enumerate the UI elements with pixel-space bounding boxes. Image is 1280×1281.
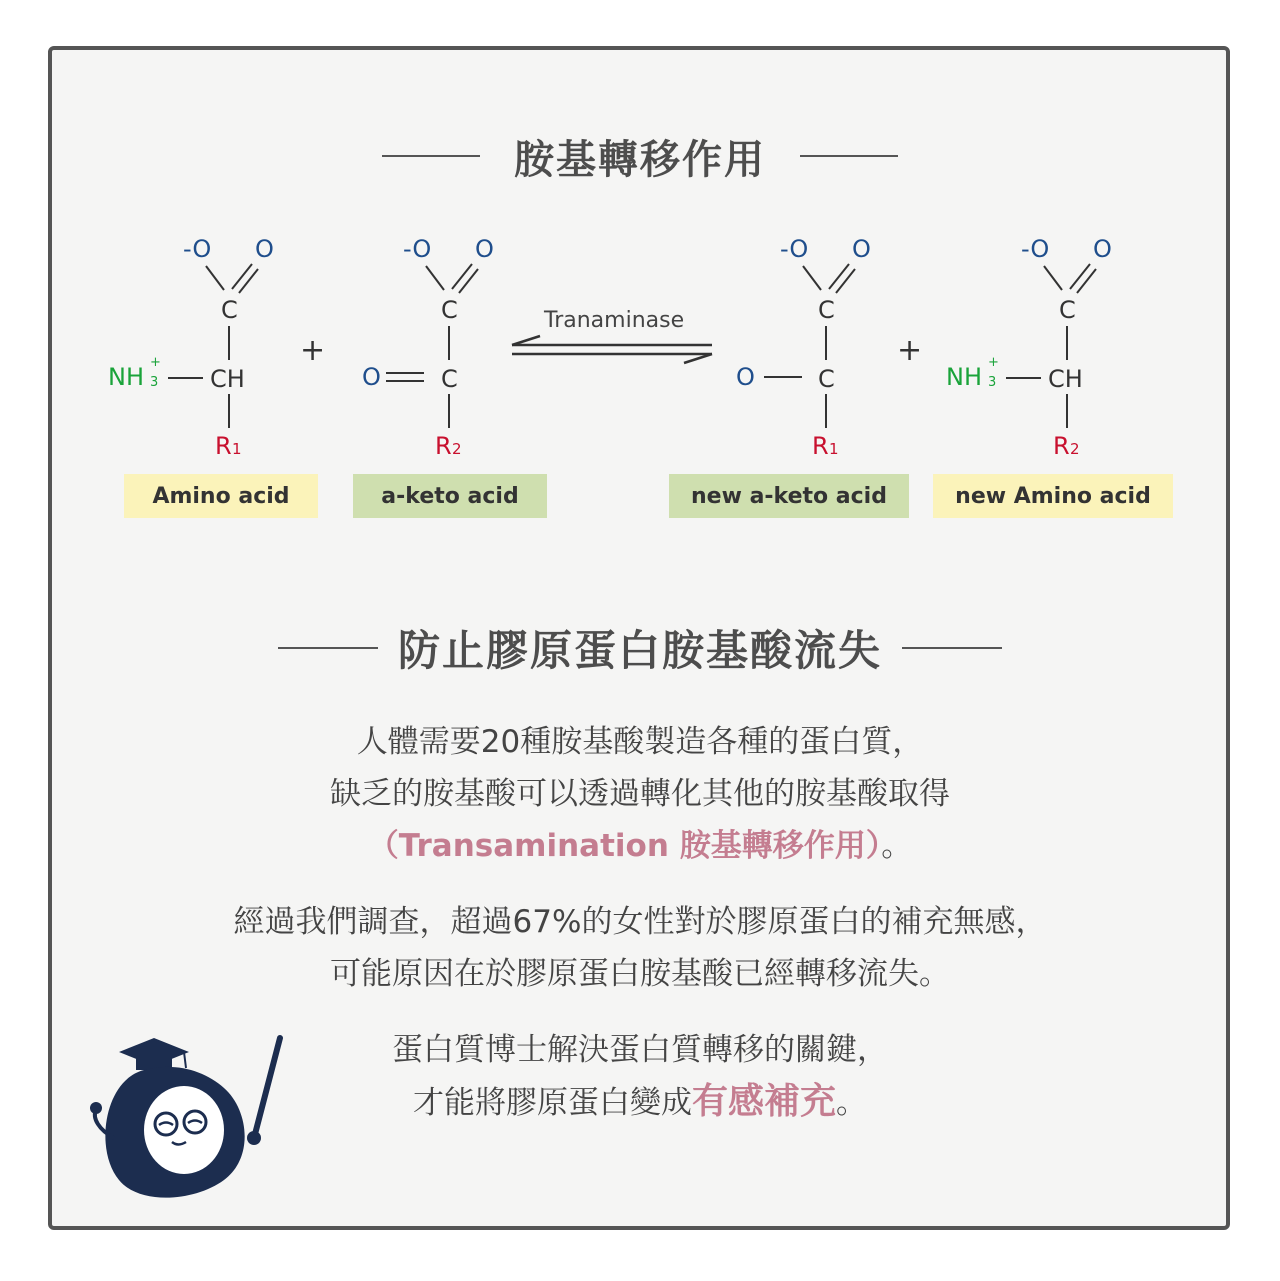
amine-nh3: NH [946,363,982,391]
keto-o: O [362,363,381,391]
title-rule-right [902,647,1002,649]
carboxylate-o-minus: -O [403,235,432,263]
r-group: R [812,432,829,460]
bond [426,266,444,290]
double-bond [232,264,252,289]
charge-plus: + [150,355,161,370]
transamination-highlight: （Transamination 胺基轉移作用） [367,828,882,864]
plus-sign: + [897,333,923,368]
label-keto-acid: a-keto acid [353,474,547,518]
paragraph-line: 經過我們調查，超過67%的女性對於膠原蛋白的補充無感， [233,904,1047,940]
title-rule-left [278,647,378,649]
forward-arrow-head [684,354,712,363]
r-group-sub: 1 [829,440,839,458]
paragraph-line: 缺乏的胺基酸可以透過轉化其他的胺基酸取得 [330,776,950,812]
bond [803,266,821,290]
plus-sign: + [300,333,326,368]
title-text: 防止膠原蛋白胺基酸流失 [397,626,882,675]
carbon-ch: CH [210,365,245,393]
transamination-reaction-diagram [0,0,1280,470]
double-bond [829,264,849,289]
title-text: 胺基轉移作用 [514,136,766,183]
paragraph-amino-acids [0,716,1280,872]
double-bond [239,269,258,293]
paragraph-line: 蛋白質博士解決蛋白質轉移的關鍵， [392,1032,888,1068]
paragraph-start: 才能將膠原蛋白變成 [412,1085,692,1121]
bond [206,266,224,290]
carbon-c: C [818,365,835,393]
molecule-amino-acid [108,235,274,460]
double-bond [1070,264,1090,289]
carbonyl-o: O [1093,235,1112,263]
carboxylate-o-minus: -O [183,235,212,263]
subscript-3: 3 [988,375,997,390]
carbon-c: C [221,296,238,324]
paragraph-line [0,820,1280,872]
keto-o: O [736,363,755,391]
double-bond [836,269,855,293]
paragraph-survey [0,896,1280,1000]
paragraph-line: 人體需要20種胺基酸製造各種的蛋白質， [356,724,924,760]
carbonyl-o: O [255,235,274,263]
r-group-sub: 2 [452,440,462,458]
charge-plus: + [988,355,999,370]
r-group-sub: 1 [232,440,242,458]
r-group: R [215,432,232,460]
molecule-new-keto-acid [736,235,871,460]
r-group: R [435,432,452,460]
carbon-c: C [1059,296,1076,324]
carbon-c: C [818,296,835,324]
label-new-keto-acid: new a-keto acid [669,474,909,518]
professor-mascot-icon [74,1030,294,1210]
double-bond [452,264,472,289]
r-group: R [1053,432,1070,460]
paragraph-end: 。 [836,1085,867,1121]
carbon-c: C [441,365,458,393]
subscript-3: 3 [150,375,159,390]
paragraph-line: 可能原因在於膠原蛋白胺基酸已經轉移流失。 [330,956,950,992]
label-new-amino-acid: new Amino acid [933,474,1173,518]
paragraph-end: 。 [881,828,913,864]
loss-section-title [0,616,1280,680]
molecule-keto-acid [362,235,494,460]
effective-supplement-highlight: 有感補充 [691,1081,836,1122]
molecule-new-amino-acid [946,235,1112,460]
label-amino-acid: Amino acid [124,474,318,518]
bond [1044,266,1062,290]
carbonyl-o: O [475,235,494,263]
carbon-c: C [441,296,458,324]
double-bond [1077,269,1096,293]
carboxylate-o-minus: -O [1021,235,1050,263]
amine-nh3: NH [108,363,144,391]
carbonyl-o: O [852,235,871,263]
r-group-sub: 2 [1070,440,1080,458]
carbon-ch: CH [1048,365,1083,393]
enzyme-label: Tranaminase [544,308,685,333]
reverse-arrow-head [512,336,540,345]
double-bond [459,269,478,293]
equilibrium-arrow-icon [512,308,712,363]
carboxylate-o-minus: -O [780,235,809,263]
